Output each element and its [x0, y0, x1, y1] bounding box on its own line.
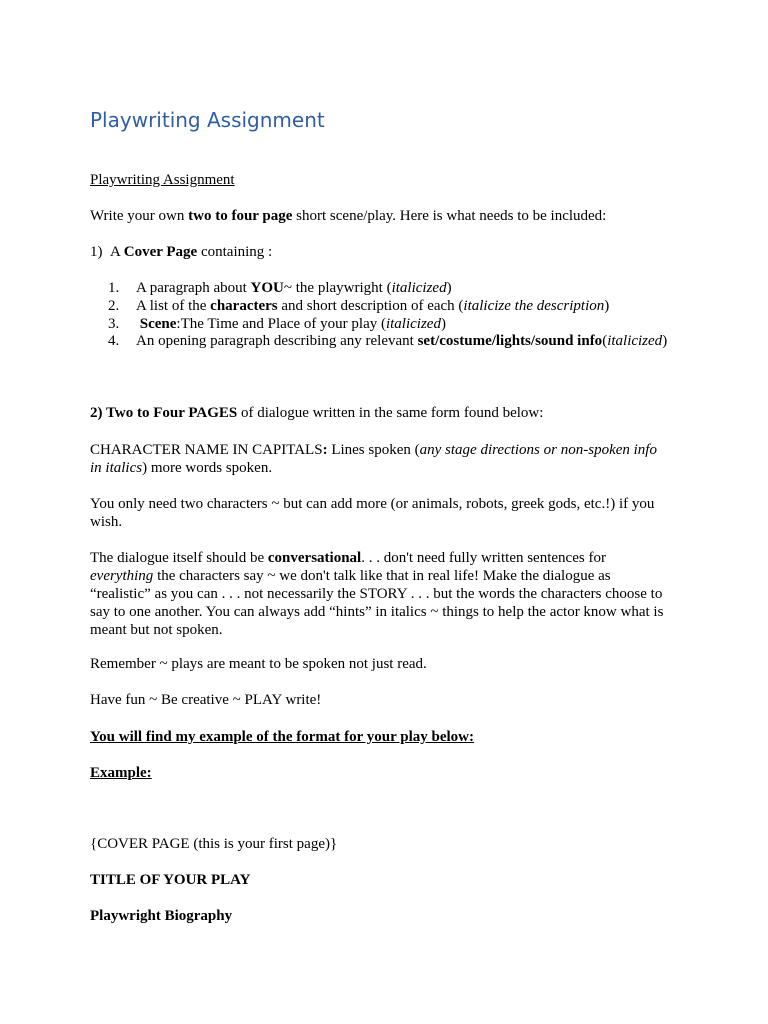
list-item-suffix: ) [440, 316, 446, 332]
list-item-number: 1. [108, 280, 120, 296]
dialogue-note-italic: everything [90, 568, 154, 584]
remember-note: Remember ~ plays are meant to be spoken not just read. [90, 656, 427, 672]
list-item-prefix: An opening paragraph describing any relevant [136, 333, 418, 349]
list-item-middle: ~ the playwright ( [283, 280, 392, 296]
intro-bold: two to four page [188, 208, 293, 224]
list-item-middle: :The Time and Place of your play ( [176, 316, 386, 332]
intro-paragraph [90, 207, 606, 225]
list-item-suffix: ) [604, 298, 610, 314]
list-item-bold: characters [210, 298, 278, 314]
list-item [108, 315, 446, 333]
play-title: TITLE OF YOUR PLAY [90, 872, 251, 888]
list-item [108, 332, 667, 350]
list-item-bold: Scene [139, 316, 177, 332]
biography-heading: Playwright Biography [90, 908, 233, 924]
list-item [108, 297, 609, 315]
list-item-number: 2. [108, 298, 120, 314]
list-item-suffix: ) [662, 333, 668, 349]
format-example-prefix: CHARACTER NAME IN CAPITALS [90, 442, 323, 458]
dialogue-note-middle: . . . don't need fully written sentences for [361, 550, 606, 566]
characters-note: You only need two characters ~ but can add more (or animals, robots, greek gods, etc.!) if you wish. [90, 496, 655, 530]
dialogue-note [90, 549, 672, 639]
list-item-italic: italicized [385, 316, 441, 332]
dialogue-note-prefix: The dialogue itself should be [90, 550, 268, 566]
intro-prefix: Write your own [90, 208, 189, 224]
list-item [108, 279, 452, 297]
example-label: Example: [90, 765, 152, 781]
document-title: Playwriting Assignment [90, 108, 325, 132]
cover-page-suffix: containing : [197, 244, 273, 260]
list-item-italic: italicize the description [463, 298, 605, 314]
pages-heading [90, 404, 543, 422]
format-example-middle: Lines spoken ( [327, 442, 420, 458]
example-intro: You will find my example of the format for your play below: [90, 729, 475, 745]
list-item-middle: ( [602, 333, 608, 349]
format-example [90, 441, 672, 477]
list-item-number: 4. [108, 333, 120, 349]
pages-heading-suffix: of dialogue written in the same form found below: [237, 405, 544, 421]
list-item-italic: italicized [607, 333, 663, 349]
format-example-bold: : [322, 442, 328, 458]
list-item-middle: and short description of each ( [277, 298, 464, 314]
list-item-number: 3. [108, 316, 120, 332]
cover-page-bold: Cover Page [123, 244, 198, 260]
intro-suffix: short scene/play. Here is what needs to be included: [292, 208, 607, 224]
cover-page-heading [90, 243, 272, 261]
format-example-italic: any stage directions or non-spoken info in italics [90, 442, 657, 476]
cover-page-marker: {COVER PAGE (this is your first page)} [90, 836, 338, 852]
dialogue-note-bold: conversational [267, 550, 362, 566]
list-item-bold: set/costume/lights/sound info [417, 333, 603, 349]
list-item-italic: italicized [391, 280, 447, 296]
list-item-prefix: A list of the [136, 298, 211, 314]
format-example-suffix: ) more words spoken. [142, 460, 273, 476]
have-fun-note: Have fun ~ Be creative ~ PLAY write! [90, 692, 322, 708]
list-item-prefix: A paragraph about [136, 280, 251, 296]
cover-page-number: 1) [90, 244, 103, 260]
list-item-suffix: ) [446, 280, 452, 296]
subheading: Playwriting Assignment [90, 172, 235, 188]
dialogue-note-suffix: the characters say ~ we don't talk like that in real life! Make the dialogue as “realistic” as you can . . . not necessarily the STORY . . . but the words the characters choose to say to one another. You can always add “hints” in italics ~ things to help the actor know what is meant but not spoken. [90, 568, 664, 638]
cover-page-prefix: A [110, 244, 124, 260]
list-item-bold: YOU [250, 280, 284, 296]
pages-heading-bold: 2) Two to Four PAGES [90, 405, 238, 421]
